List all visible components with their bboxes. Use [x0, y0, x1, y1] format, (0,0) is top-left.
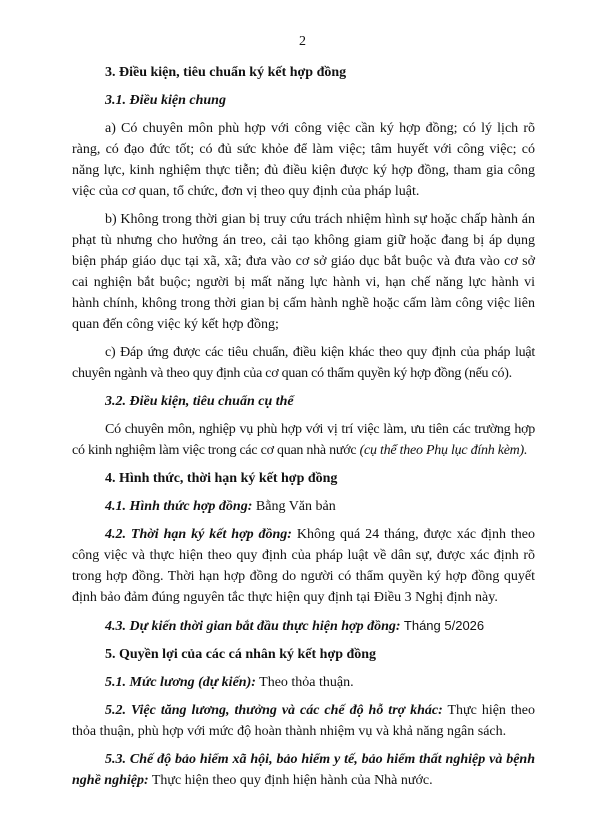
- section-5-2: [72, 700, 535, 742]
- section-4-3-lead: 4.3. Dự kiến thời gian bắt đầu thực hiện hợp đồng:: [105, 619, 401, 634]
- section-3-2-paragraph: [72, 419, 535, 461]
- section-5-1: [72, 672, 535, 693]
- section-3-2-note: (cụ thể theo Phụ lục đính kèm).: [359, 443, 528, 458]
- section-4-1-lead: 4.1. Hình thức hợp đồng:: [105, 499, 253, 514]
- section-5-1-lead: 5.1. Mức lương (dự kiến):: [105, 675, 256, 690]
- section-3-heading: 3. Điều kiện, tiêu chuẩn ký kết hợp đồng: [105, 65, 347, 80]
- section-5-2-text: Thực hiện theo thỏa thuận, phù hợp với mức độ hoàn thành nhiệm vụ và khả năng ngân sách.: [72, 703, 536, 739]
- section-4-2: [72, 524, 535, 608]
- page-number: 2: [299, 34, 306, 49]
- section-3-2-text: Có chuyên môn, nghiệp vụ phù hợp với vị trí việc làm, ưu tiên các trường hợp có kinh nghiệm làm việc trong các cơ quan nhà nước: [72, 422, 535, 458]
- section-5-heading: 5. Quyền lợi của các cá nhân ký kết hợp đồng: [105, 647, 377, 662]
- section-3-1-heading: 3.1. Điều kiện chung: [105, 93, 226, 108]
- section-3-1-paragraph-a: a) Có chuyên môn phù hợp với công việc cần ký hợp đồng; có lý lịch rõ ràng, có đạo đức tốt; có đủ sức khỏe để làm việc; tâm huyết với công việc; có năng lực, kinh nghiệm thực tiễn; đủ điều kiện được ký hợp đồng, tham gia công việc của cơ quan, tổ chức, đơn vị theo quy định của pháp luật.: [72, 121, 535, 199]
- section-3-1-paragraph-b: b) Không trong thời gian bị truy cứu trách nhiệm hình sự hoặc chấp hành án phạt tù nhưng cho hưởng án treo, cải tạo không giam giữ hoặc đang bị áp dụng biện pháp giáo dục tại xã, xã; đưa vào cơ sở giáo dục bắt buộc và đưa vào cơ sở cai nghiện bắt buộc; người bị mất năng lực hành vi, hạn chế năng lực hành vi hành chính, không trong thời gian bị cấm hành nghề hoặc cấm làm công việc liên quan đến công việc ký kết hợp đồng;: [72, 212, 535, 332]
- section-5-1-text: Theo thỏa thuận.: [255, 675, 354, 690]
- section-5-3: [72, 749, 535, 791]
- section-5-2-lead: 5.2. Việc tăng lương, thưởng và các chế độ hỗ trợ khác:: [105, 703, 443, 718]
- section-5-3-text: Thực hiện theo quy định hiện hành của Nhà nước.: [148, 773, 433, 788]
- section-4-heading: 4. Hình thức, thời hạn ký kết hợp đồng: [105, 471, 338, 486]
- document-body: [72, 62, 535, 798]
- section-4-1: [72, 496, 535, 517]
- section-4-2-lead: 4.2. Thời hạn ký kết hợp đồng:: [105, 527, 292, 542]
- section-3-1-paragraph-c: c) Đáp ứng được các tiêu chuẩn, điều kiện khác theo quy định của pháp luật chuyên ngành và theo quy định của cơ quan có thẩm quyền ký hợp đồng (nếu có).: [72, 345, 535, 381]
- section-3-2-heading: 3.2. Điều kiện, tiêu chuẩn cụ thể: [105, 394, 294, 409]
- section-4-2-text: Không quá 24 tháng, được xác định theo công việc và thực hiện theo quy định của pháp luật về dân sự, được xác định rõ trong hợp đồng. Thời hạn hợp đồng do người có thẩm quyền ký hợp đồng quyết định bảo đảm đúng nguyên tắc thực hiện quy định tại Điều 3 Nghị định này.: [72, 527, 535, 605]
- section-4-3: [72, 615, 535, 637]
- section-4-3-text: Tháng 5/2026: [400, 618, 485, 633]
- section-5-3-lead: 5.3. Chế độ bảo hiểm xã hội, bảo hiểm y tế, bảo hiểm thất nghiệp và bệnh nghề nghiệp:: [72, 752, 535, 788]
- section-4-1-text: Bằng Văn bản: [252, 499, 336, 514]
